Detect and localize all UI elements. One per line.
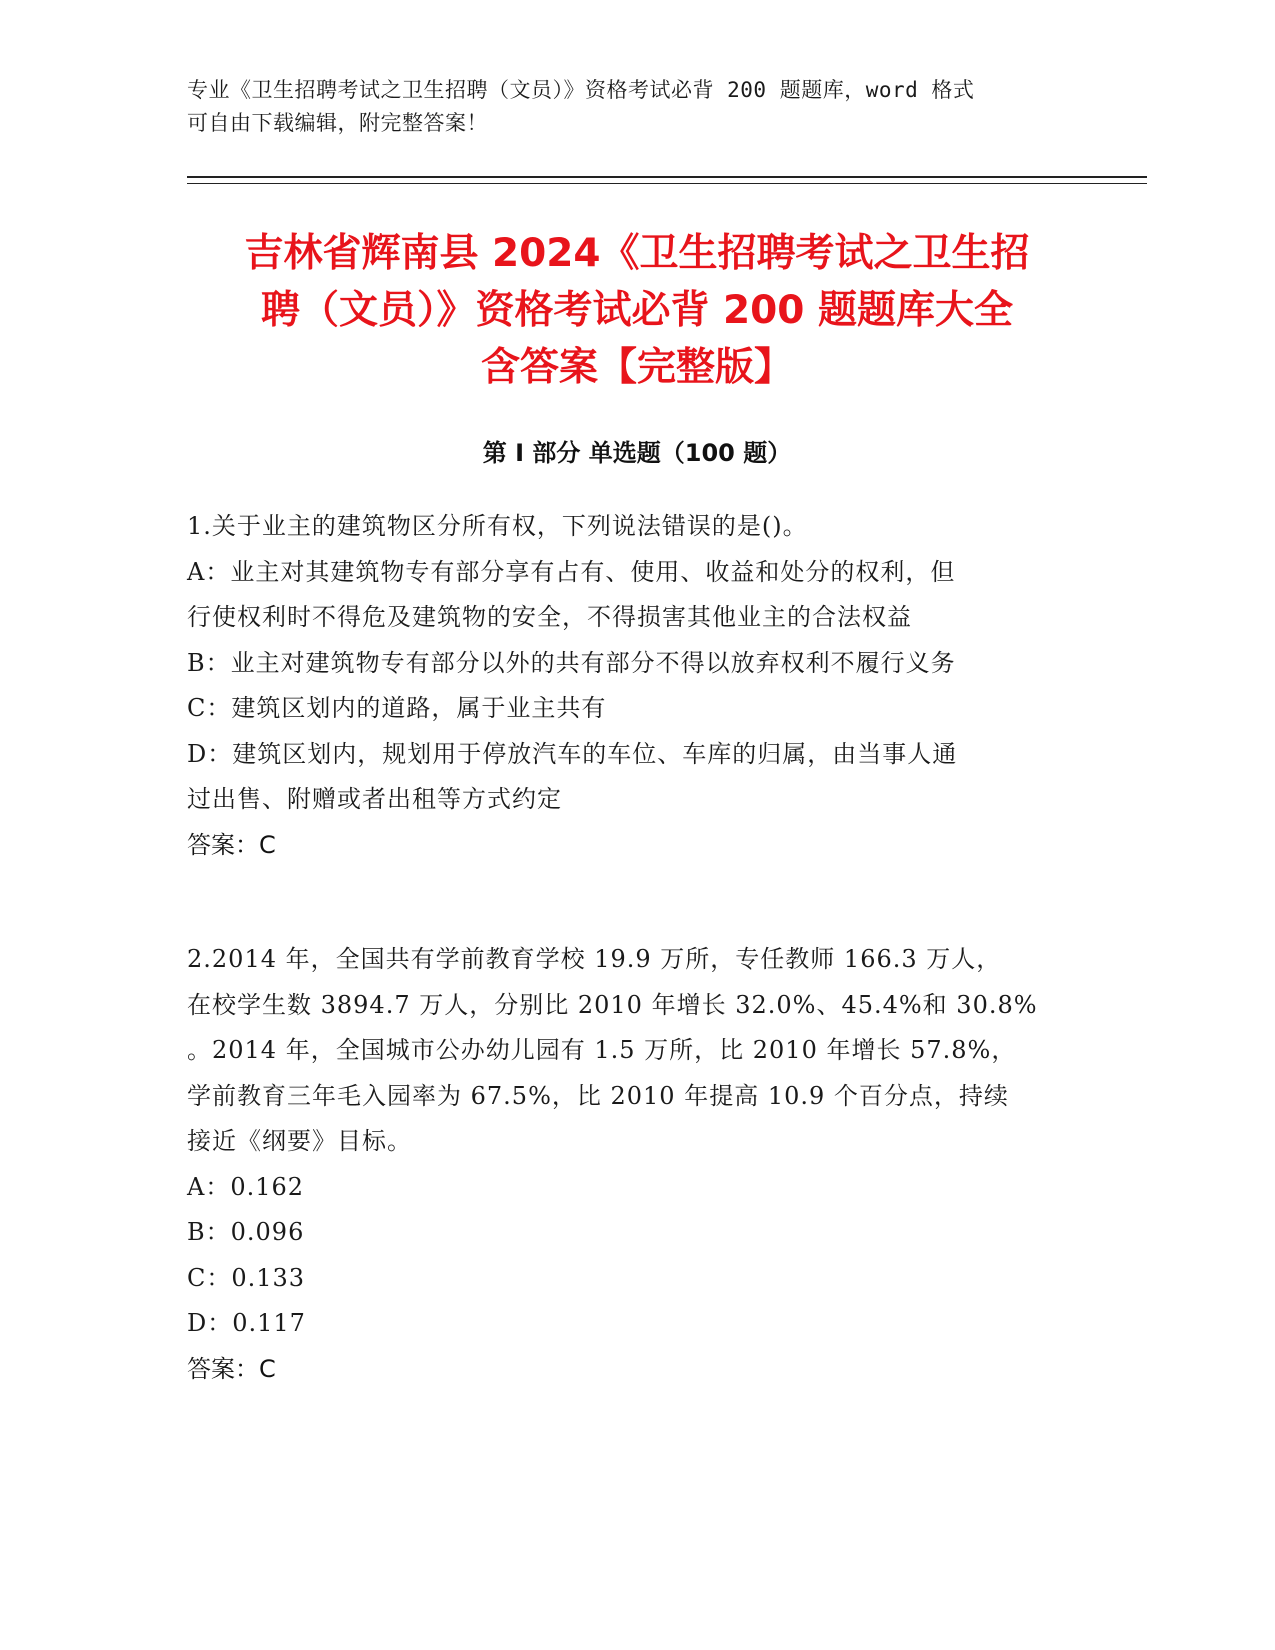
document-title <box>187 225 1087 396</box>
question-stem-continued: 学前教育三年毛入园率为 67.5%，比 2010 年提高 10.9 个百分点，持续 <box>187 1081 1009 1110</box>
question-stem: 1.关于业主的建筑物区分所有权，下列说法错误的是()。 <box>187 512 808 540</box>
header-divider-thin <box>187 183 1147 184</box>
option-b: B：0.096 <box>187 1218 305 1246</box>
section-heading: 第 I 部分 单选题（100 题） <box>482 439 792 467</box>
option-d: D：0.117 <box>187 1309 306 1337</box>
title-line: 含答案【完整版】 <box>480 345 793 390</box>
header-note-line: 可自由下载编辑，附完整答案！ <box>187 111 488 135</box>
option-d: D：建筑区划内，规划用于停放汽车的车位、车库的归属，由当事人通 <box>187 739 958 768</box>
answer-label: 答案：C <box>187 1354 276 1383</box>
option-c: C：建筑区划内的道路，属于业主共有 <box>187 694 607 722</box>
question-2 <box>187 937 1087 1392</box>
option-d-continued: 过出售、附赠或者出租等方式约定 <box>187 785 562 813</box>
option-c: C：0.133 <box>187 1263 306 1292</box>
header-note <box>187 74 1067 140</box>
header-note-line: 专业《卫生招聘考试之卫生招聘（文员）》资格考试必背 200 题题库，word 格式 <box>187 78 975 102</box>
option-b: B：业主对建筑物专有部分以外的共有部分不得以放弃权利不履行义务 <box>187 648 956 677</box>
question-stem-continued: 接近《纲要》目标。 <box>187 1127 412 1155</box>
header-divider-thick <box>187 176 1147 178</box>
option-a: A：业主对其建筑物专有部分享有占有、使用、收益和处分的权利，但 <box>187 557 956 586</box>
question-stem-continued: 在校学生数 3894.7 万人，分别比 2010 年增长 32.0%、45.4%和 30.8% <box>187 990 1038 1019</box>
title-line: 吉林省辉南县 2024《卫生招聘考试之卫生招 <box>244 231 1030 276</box>
option-a: A：0.162 <box>187 1172 305 1201</box>
option-a-continued: 行使权利时不得危及建筑物的安全，不得损害其他业主的合法权益 <box>187 603 912 631</box>
question-1 <box>187 504 1087 868</box>
answer-label: 答案：C <box>187 830 276 859</box>
question-stem: 2.2014 年，全国共有学前教育学校 19.9 万所，专任教师 166.3 万人， <box>187 945 1002 973</box>
title-line: 聘（文员）》资格考试必背 200 题题库大全 <box>260 288 1014 333</box>
question-stem-continued: 。2014 年，全国城市公办幼儿园有 1.5 万所，比 2010 年增长 57.8%， <box>187 1036 1017 1064</box>
